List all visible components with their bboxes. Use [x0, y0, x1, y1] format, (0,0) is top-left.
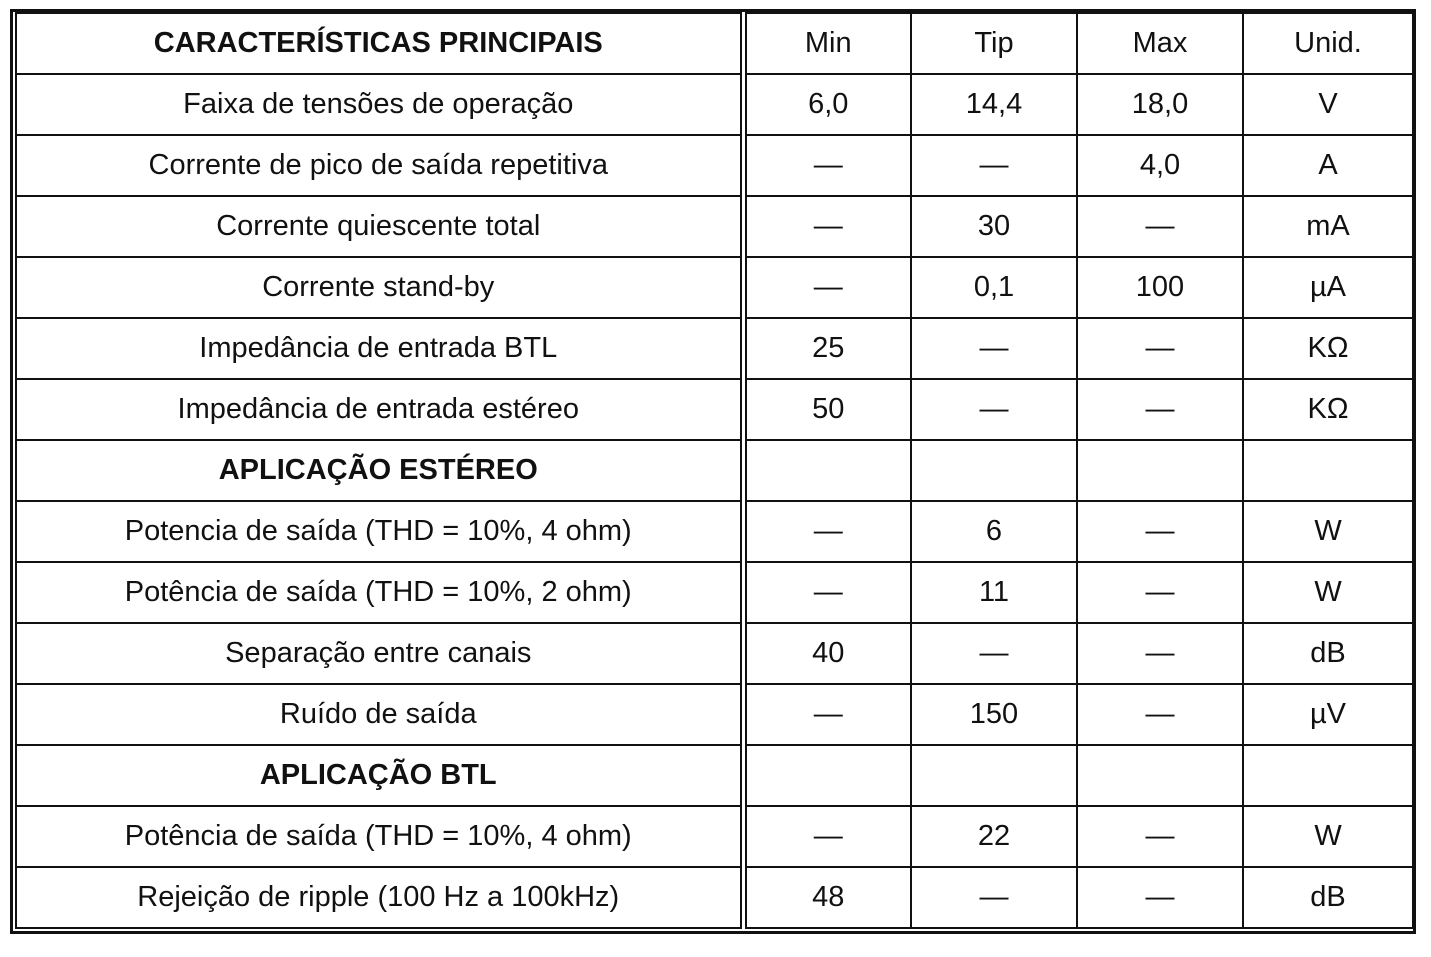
row-unit: dB	[1243, 623, 1413, 684]
row-max: 18,0	[1077, 74, 1243, 135]
row-unit: W	[1243, 562, 1413, 623]
row-unit: W	[1243, 501, 1413, 562]
row-description: Potência de saída (THD = 10%, 2 ohm)	[16, 562, 743, 623]
row-max: —	[1077, 562, 1243, 623]
specifications-table	[15, 12, 1414, 929]
empty-cell	[1077, 440, 1243, 501]
table-row	[16, 867, 1413, 928]
header-min: Min	[743, 13, 911, 74]
row-description: Potência de saída (THD = 10%, 4 ohm)	[16, 806, 743, 867]
row-min: 25	[743, 318, 911, 379]
row-max: 4,0	[1077, 135, 1243, 196]
empty-cell	[743, 440, 911, 501]
row-tip: —	[911, 318, 1077, 379]
row-description: Impedância de entrada BTL	[16, 318, 743, 379]
row-unit: µV	[1243, 684, 1413, 745]
empty-cell	[1077, 745, 1243, 806]
row-description: Rejeição de ripple (100 Hz a 100kHz)	[16, 867, 743, 928]
row-min: —	[743, 501, 911, 562]
table-row	[16, 379, 1413, 440]
row-max: —	[1077, 196, 1243, 257]
header-max: Max	[1077, 13, 1243, 74]
row-tip: 11	[911, 562, 1077, 623]
row-max: —	[1077, 379, 1243, 440]
row-min: —	[743, 135, 911, 196]
row-description: Corrente de pico de saída repetitiva	[16, 135, 743, 196]
table-row	[16, 318, 1413, 379]
header-characteristics: CARACTERÍSTICAS PRINCIPAIS	[16, 13, 743, 74]
table-row	[16, 74, 1413, 135]
row-min: —	[743, 806, 911, 867]
empty-cell	[1243, 745, 1413, 806]
row-description: Potencia de saída (THD = 10%, 4 ohm)	[16, 501, 743, 562]
header-unit: Unid.	[1243, 13, 1413, 74]
row-max: 100	[1077, 257, 1243, 318]
row-tip: —	[911, 623, 1077, 684]
row-unit: µA	[1243, 257, 1413, 318]
row-unit: dB	[1243, 867, 1413, 928]
row-description: Corrente stand-by	[16, 257, 743, 318]
row-max: —	[1077, 623, 1243, 684]
row-min: 6,0	[743, 74, 911, 135]
empty-cell	[911, 440, 1077, 501]
row-max: —	[1077, 318, 1243, 379]
empty-cell	[911, 745, 1077, 806]
row-description: Corrente quiescente total	[16, 196, 743, 257]
row-min: 40	[743, 623, 911, 684]
table-row	[16, 196, 1413, 257]
table-row	[16, 135, 1413, 196]
row-min: 50	[743, 379, 911, 440]
row-unit: KΩ	[1243, 318, 1413, 379]
row-tip: 0,1	[911, 257, 1077, 318]
row-description: Impedância de entrada estéreo	[16, 379, 743, 440]
row-tip: 14,4	[911, 74, 1077, 135]
row-min: —	[743, 562, 911, 623]
row-description: Faixa de tensões de operação	[16, 74, 743, 135]
table-row	[16, 562, 1413, 623]
table-row	[16, 684, 1413, 745]
row-tip: —	[911, 867, 1077, 928]
table-row	[16, 257, 1413, 318]
empty-cell	[1243, 440, 1413, 501]
table-header-row	[16, 13, 1413, 74]
row-tip: 22	[911, 806, 1077, 867]
row-unit: W	[1243, 806, 1413, 867]
row-min: —	[743, 257, 911, 318]
section-header-row-btl	[16, 745, 1413, 806]
row-max: —	[1077, 806, 1243, 867]
section-title-btl: APLICAÇÃO BTL	[16, 745, 743, 806]
row-tip: —	[911, 379, 1077, 440]
row-unit: mA	[1243, 196, 1413, 257]
row-unit: A	[1243, 135, 1413, 196]
row-description: Separação entre canais	[16, 623, 743, 684]
table-row	[16, 806, 1413, 867]
header-tip: Tip	[911, 13, 1077, 74]
row-min: —	[743, 196, 911, 257]
row-tip: 150	[911, 684, 1077, 745]
row-max: —	[1077, 867, 1243, 928]
row-unit: V	[1243, 74, 1413, 135]
row-tip: 6	[911, 501, 1077, 562]
row-description: Ruído de saída	[16, 684, 743, 745]
empty-cell	[743, 745, 911, 806]
row-min: —	[743, 684, 911, 745]
row-unit: KΩ	[1243, 379, 1413, 440]
section-title-stereo: APLICAÇÃO ESTÉREO	[16, 440, 743, 501]
row-tip: —	[911, 135, 1077, 196]
row-min: 48	[743, 867, 911, 928]
row-tip: 30	[911, 196, 1077, 257]
row-max: —	[1077, 684, 1243, 745]
table-row	[16, 501, 1413, 562]
row-max: —	[1077, 501, 1243, 562]
section-header-row-stereo	[16, 440, 1413, 501]
table-row	[16, 623, 1413, 684]
